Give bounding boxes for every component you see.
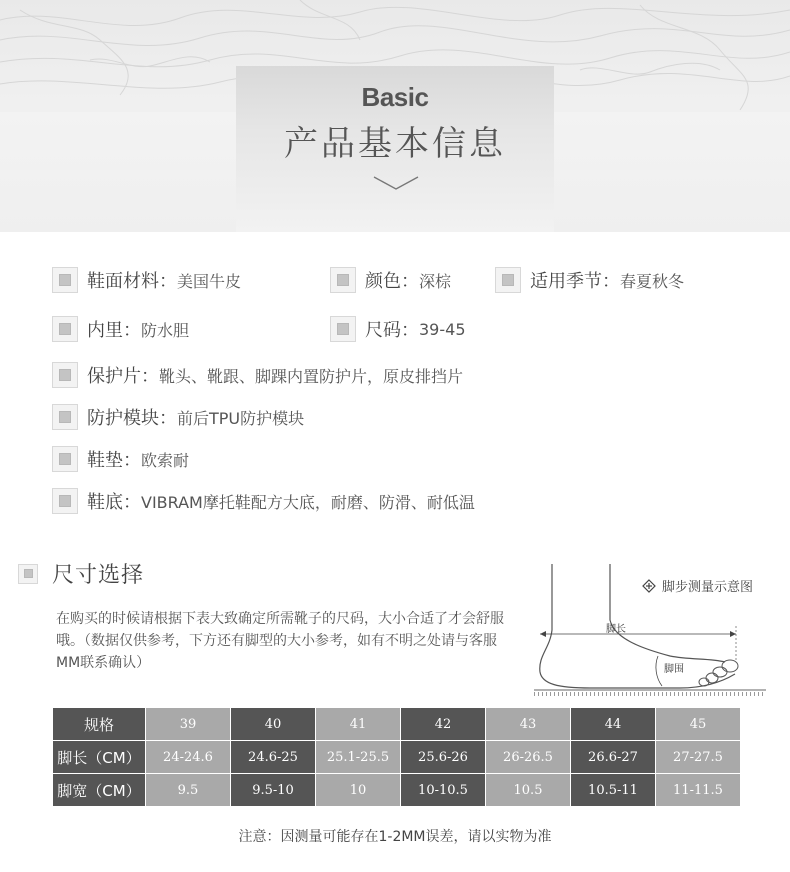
square-bullet-icon — [52, 404, 78, 430]
square-bullet-icon — [330, 267, 356, 293]
property-label: 适用季节： — [530, 271, 620, 292]
table-row-size — [53, 708, 741, 741]
foot-girth-label: 脚围 — [664, 664, 684, 675]
property-label: 内里： — [87, 320, 141, 341]
property-value: 防水胆 — [141, 320, 190, 340]
property-lining — [52, 316, 189, 342]
table-cell: 9.5 — [146, 774, 231, 807]
square-bullet-icon — [495, 267, 521, 293]
table-cell: 39 — [146, 708, 231, 741]
row-header: 脚宽（CM） — [53, 774, 146, 807]
table-cell: 44 — [571, 708, 656, 741]
property-value: 深棕 — [419, 271, 452, 291]
table-cell: 27-27.5 — [656, 741, 741, 774]
table-cell: 42 — [401, 708, 486, 741]
table-cell: 25.6-26 — [401, 741, 486, 774]
table-cell: 9.5-10 — [231, 774, 316, 807]
table-cell: 40 — [231, 708, 316, 741]
table-cell: 24-24.6 — [146, 741, 231, 774]
table-cell: 10 — [316, 774, 401, 807]
property-value: 美国牛皮 — [177, 271, 242, 291]
table-cell: 11-11.5 — [656, 774, 741, 807]
foot-length-label: 脚长 — [606, 624, 626, 635]
title-english: Basic — [361, 82, 429, 112]
row-header: 脚长（CM） — [53, 741, 146, 774]
property-season — [495, 267, 684, 293]
table-cell: 25.1-25.5 — [316, 741, 401, 774]
property-protection-module — [52, 404, 304, 430]
property-value: 欧索耐 — [141, 450, 190, 470]
diagram-caption — [642, 576, 753, 595]
measurement-note: 注意：因测量可能存在1-2MM误差，请以实物为准 — [238, 829, 552, 845]
property-value: VIBRAM摩托鞋配方大底，耐磨、防滑、耐低温 — [141, 492, 475, 512]
property-label: 颜色： — [365, 271, 419, 292]
square-bullet-icon — [52, 316, 78, 342]
size-section-heading — [18, 558, 144, 589]
header-banner — [0, 0, 790, 232]
row-header: 规格 — [53, 708, 146, 741]
property-label: 鞋垫： — [87, 450, 141, 471]
property-label: 防护模块： — [87, 408, 177, 429]
table-row-foot-length — [53, 741, 741, 774]
property-value: 前后TPU防护模块 — [177, 408, 305, 428]
table-cell: 26.6-27 — [571, 741, 656, 774]
size-section-title: 尺寸选择 — [52, 563, 145, 588]
property-size-range — [330, 316, 466, 342]
title-chinese: 产品基本信息 — [284, 124, 506, 164]
property-value: 靴头、靴跟、脚踝内置防护片，原皮排挡片 — [159, 366, 464, 386]
square-bullet-icon — [18, 564, 38, 584]
square-bullet-icon — [52, 488, 78, 514]
table-cell: 10-10.5 — [401, 774, 486, 807]
property-label: 尺码： — [365, 320, 419, 341]
diagram-caption-text: 脚步测量示意图 — [662, 580, 754, 595]
table-cell: 10.5 — [486, 774, 571, 807]
property-label: 鞋底： — [87, 492, 141, 513]
chevron-down-icon — [372, 174, 420, 192]
property-value: 39-45 — [419, 319, 466, 339]
property-value: 春夏秋冬 — [620, 271, 685, 291]
table-cell: 41 — [316, 708, 401, 741]
table-cell: 43 — [486, 708, 571, 741]
title-card — [236, 66, 554, 232]
size-intro-text: 在购买的时候请根据下表大致确定所需靴子的尺码，大小合适了才会舒服哦。（数据仅供参考，下方还有脚型的大小参考，如有不明之处请与客服MM联系确认） — [56, 611, 504, 671]
property-protectors — [52, 362, 463, 388]
property-outsole — [52, 488, 475, 514]
property-label: 保护片： — [87, 366, 159, 387]
property-insole — [52, 446, 189, 472]
size-table — [52, 707, 741, 807]
property-color — [330, 267, 451, 293]
table-cell: 26-26.5 — [486, 741, 571, 774]
table-row-foot-width — [53, 774, 741, 807]
diamond-icon — [642, 579, 656, 593]
square-bullet-icon — [52, 267, 78, 293]
square-bullet-icon — [330, 316, 356, 342]
property-label: 鞋面材料： — [87, 271, 177, 292]
table-cell: 10.5-11 — [571, 774, 656, 807]
table-cell: 24.6-25 — [231, 741, 316, 774]
property-upper-material — [52, 267, 241, 293]
square-bullet-icon — [52, 446, 78, 472]
table-cell: 45 — [656, 708, 741, 741]
square-bullet-icon — [52, 362, 78, 388]
